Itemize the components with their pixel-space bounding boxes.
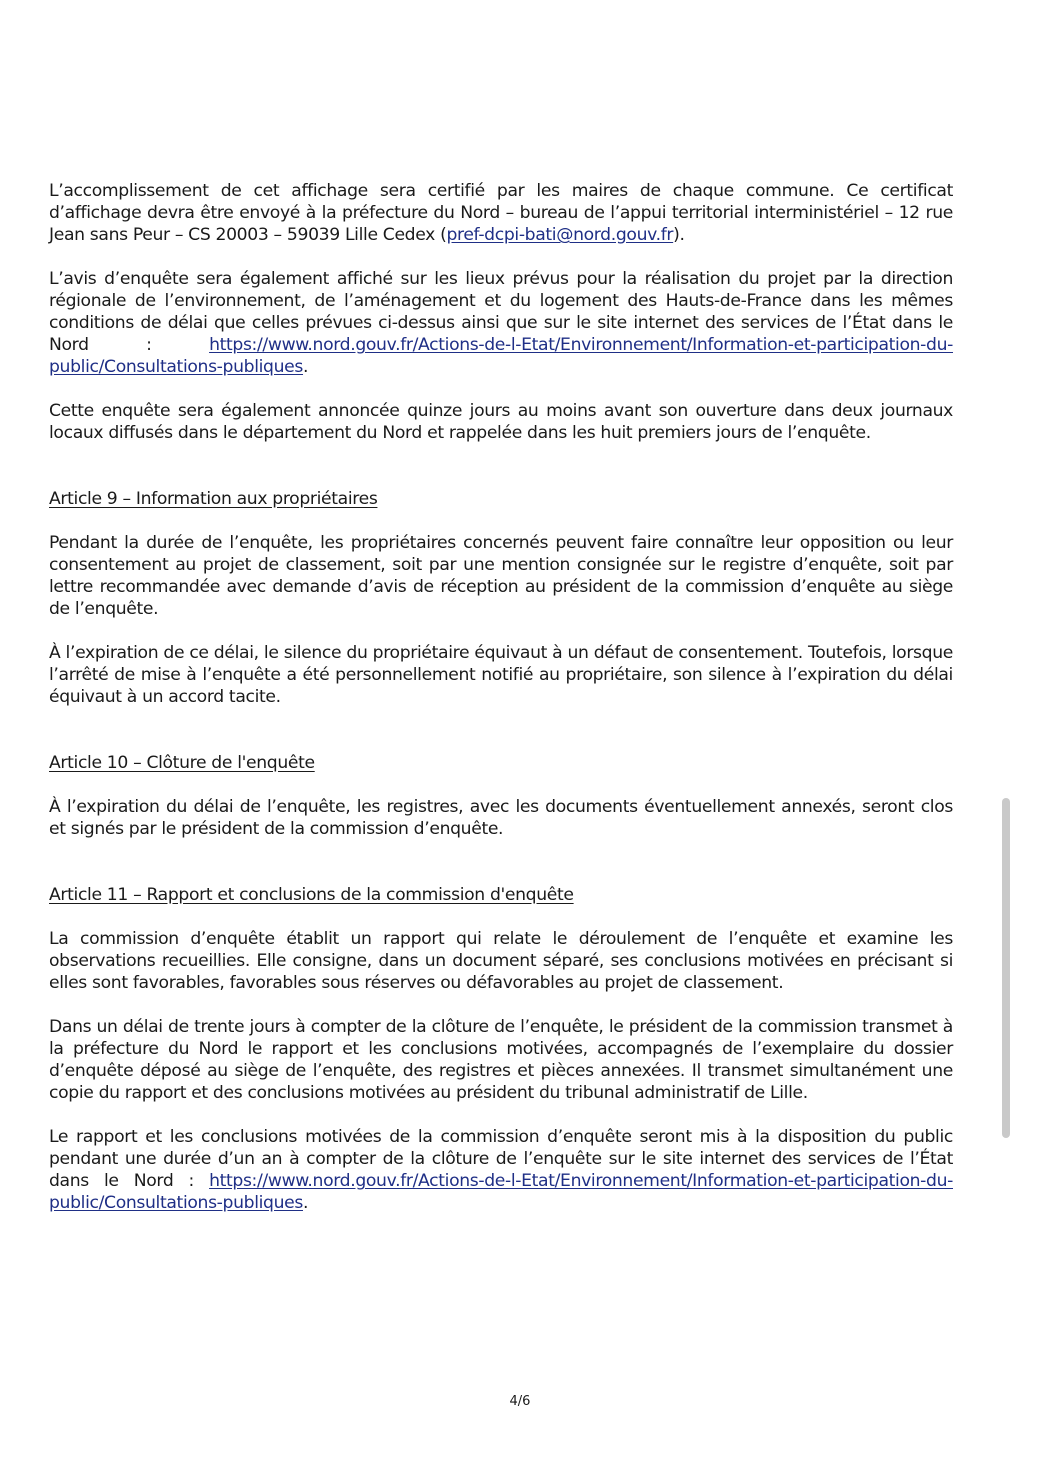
article-9-heading: Article 9 – Information aux propriétaires — [49, 489, 378, 509]
consultations-publiques-link[interactable]: https://www.nord.gouv.fr/Actions-de-l-Etat/Environnement/Information-et-participation-du-public/Consultations-publiques — [49, 1171, 953, 1213]
article-10-paragraph-1: À l’expiration du délai de l’enquête, les registres, avec les documents éventuellement annexés, seront clos et signés par le président de la commission d’enquête. — [49, 797, 953, 839]
article-9-paragraph-1: Pendant la durée de l’enquête, les propriétaires concernés peuvent faire connaître leur opposition ou leur consentement au projet de classement, soit par une mention consignée sur le registre d’enquête, soit par lettre recommandée avec demande d’avis de réception au président de la commission d’enquête au siège de l’enquête. — [49, 533, 953, 619]
article-11-paragraph-3 — [49, 1126, 953, 1214]
vertical-scrollbar[interactable] — [1002, 798, 1010, 1138]
document-page — [49, 180, 953, 1214]
paragraph-text-end: . — [303, 1193, 309, 1213]
paragraph-avis-affichage — [49, 268, 953, 378]
paragraph-text-end: ). — [673, 225, 685, 245]
article-9-paragraph-2: À l’expiration de ce délai, le silence du propriétaire équivaut à un défaut de consentement. Toutefois, lorsque l’arrêté de mise à l’enquête a été personnellement notifié au propriétaire, son silence à l’expiration du délai équivaut à un accord tacite. — [49, 643, 953, 707]
paragraph-text: L’avis d’enquête sera également affiché sur les lieux prévus pour la réalisation du projet par la direction régionale de l’environnement, de l’aménagement et du logement des Hauts-de-France dans les mêmes conditions de délai que celles prévues ci-dessus ainsi que sur le site internet des services de l’État dans le Nord : — [49, 269, 953, 355]
paragraph-annonce-journaux: Cette enquête sera également annoncée quinze jours au moins avant son ouverture dans deux journaux locaux diffusés dans le département du Nord et rappelée dans les huit premiers jours de l’enquête. — [49, 401, 953, 443]
article-11-paragraph-2: Dans un délai de trente jours à compter de la clôture de l’enquête, le président de la commission transmet à la préfecture du Nord le rapport et les conclusions motivées, accompagnés de l’exemplaire du dossier d’enquête déposé au siège de l’enquête, des registres et pièces annexées. Il transmet simultanément une copie du rapport et des conclusions motivées au président du tribunal administratif de Lille. — [49, 1017, 953, 1103]
paragraph-text-end: . — [303, 357, 309, 377]
email-link[interactable]: pref-dcpi-bati@nord.gouv.fr — [446, 225, 674, 245]
article-10-heading: Article 10 – Clôture de l'enquête — [49, 753, 315, 773]
consultations-publiques-link[interactable]: https://www.nord.gouv.fr/Actions-de-l-Etat/Environnement/Information-et-participation-du-public/Consultations-publiques — [49, 335, 953, 377]
article-11-paragraph-1: La commission d’enquête établit un rapport qui relate le déroulement de l’enquête et examine les observations recueillies. Elle consigne, dans un document séparé, ses conclusions motivées en précisant si elles sont favorables, favorables sous réserves ou défavorables au projet de classement. — [49, 929, 953, 993]
paragraph-text: L’accomplissement de cet affichage sera certifié par les maires de chaque commune. Ce certificat d’affichage devra être envoyé à la préfecture du Nord – bureau de l’appui territorial interministériel – 12 rue Jean sans Peur – CS 20003 – 59039 Lille Cedex ( — [49, 181, 953, 245]
paragraph-affichage-certificat — [49, 180, 953, 246]
article-11-heading: Article 11 – Rapport et conclusions de la commission d'enquête — [49, 885, 574, 905]
paragraph-text: Le rapport et les conclusions motivées de la commission d’enquête seront mis à la disposition du public pendant une durée d’un an à compter de la clôture de l’enquête sur le site internet des services de l’État dans le Nord : — [49, 1127, 953, 1191]
page-number: 4/6 — [509, 1394, 531, 1409]
